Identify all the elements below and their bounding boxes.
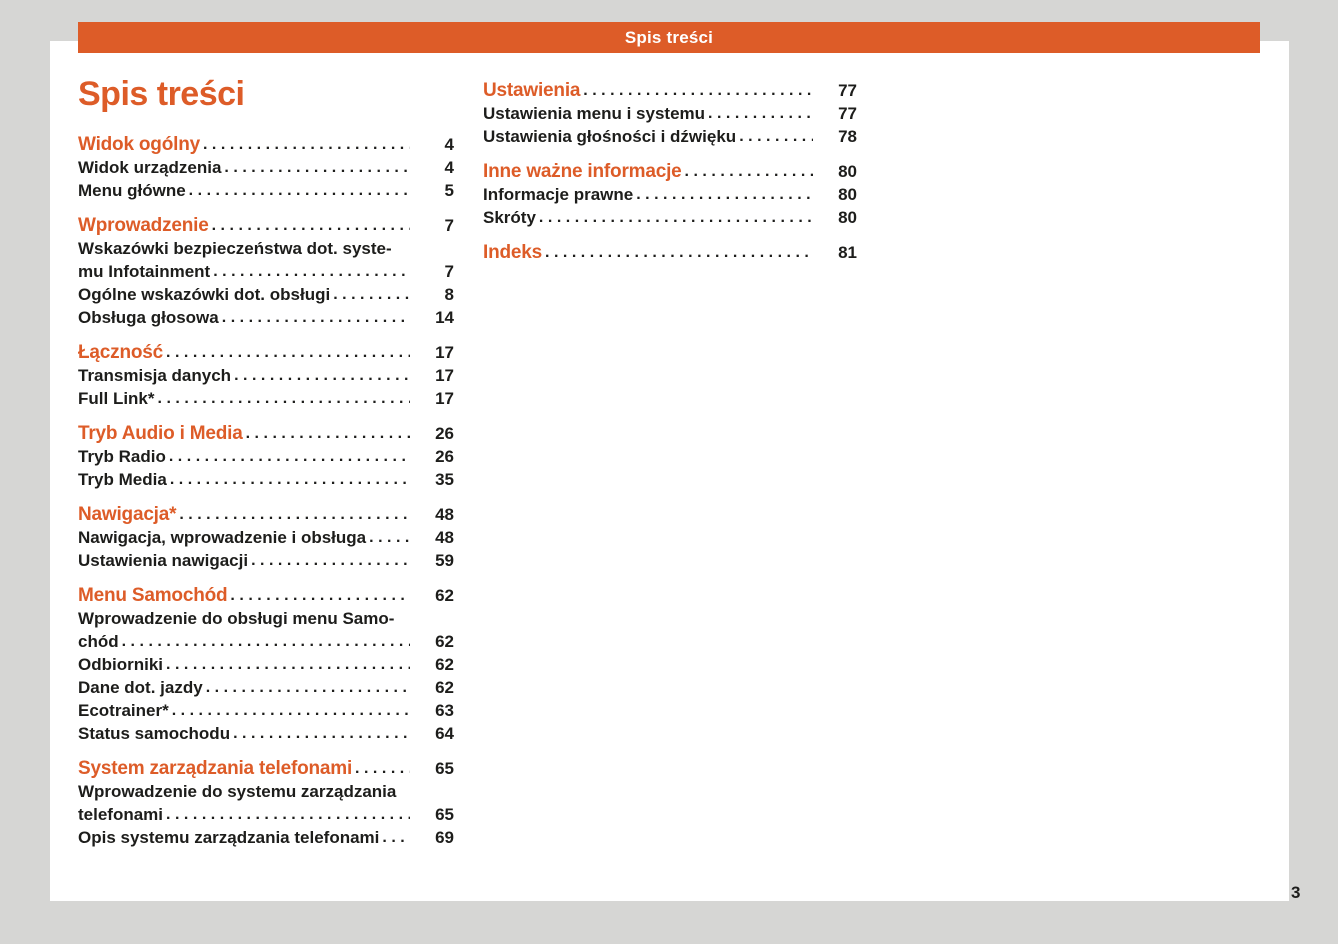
toc-entry-row [78, 387, 454, 410]
toc-entry-row [483, 125, 857, 148]
toc-entry-page: 77 [838, 81, 857, 100]
toc-entry-page: 80 [838, 185, 857, 204]
toc-entry-page: 4 [444, 158, 454, 177]
toc-dot-leader [158, 387, 411, 410]
toc-section-title-row [78, 757, 454, 780]
toc-entry-row [78, 526, 454, 549]
toc-entry-label: Nawigacja, wprowadzenie i obsługa [78, 528, 367, 547]
toc-entry-row [78, 676, 454, 699]
toc-section-title: System zarządzania telefonami [78, 758, 353, 779]
toc-section-title: Widok ogólny [78, 134, 200, 155]
toc-entry-page: 59 [435, 551, 454, 570]
toc-sections-right [483, 79, 857, 264]
toc-section-title: Indeks [483, 242, 542, 263]
toc-section [78, 503, 454, 572]
toc-entry-row [78, 156, 454, 179]
toc-section-title: Menu Samochód [78, 585, 228, 606]
toc-dot-leader [230, 584, 410, 607]
toc-dot-leader [224, 156, 410, 179]
toc-entry-page: 26 [435, 424, 454, 443]
toc-entry-page: 80 [838, 208, 857, 227]
toc-dot-leader [369, 526, 410, 549]
page-header-bar [78, 22, 1260, 53]
toc-column-left [78, 76, 454, 849]
toc-entry-row [78, 306, 454, 329]
toc-entry-page: 80 [838, 162, 857, 181]
toc-entry-row [78, 722, 454, 745]
toc-entry-label: Ogólne wskazówki dot. obsługi [78, 285, 331, 304]
toc-entry-page: 62 [435, 586, 454, 605]
toc-entry-label: Informacje prawne [483, 185, 634, 204]
toc-entry-page: 4 [444, 135, 454, 154]
toc-dot-leader [636, 183, 813, 206]
page-title: Spis treści [78, 75, 245, 113]
toc-section [78, 214, 454, 329]
toc-dot-leader [213, 260, 410, 283]
toc-entry-continuation-line: Wprowadzenie do obsługi menu Samo- [78, 609, 395, 628]
toc-entry-row [78, 445, 454, 468]
toc-dot-leader [708, 102, 813, 125]
toc-dot-leader [355, 757, 410, 780]
toc-entry-label: Opis systemu zarządzania telefonami [78, 828, 380, 847]
toc-dot-leader [203, 133, 410, 156]
toc-section-title: Nawigacja* [78, 504, 177, 525]
toc-entry-label: Ustawienia głośności i dźwięku [483, 127, 737, 146]
toc-section [483, 160, 857, 229]
toc-entry-page: 17 [435, 366, 454, 385]
toc-entry-label: Tryb Radio [78, 447, 166, 466]
toc-section [483, 79, 857, 148]
toc-dot-leader [382, 826, 410, 849]
toc-entry-page: 48 [435, 528, 454, 547]
toc-entry-label: Full Link* [78, 389, 155, 408]
toc-entry-label: Transmisja danych [78, 366, 232, 385]
toc-entry-page: 26 [435, 447, 454, 466]
toc-entry-label: Ustawienia menu i systemu [483, 104, 706, 123]
toc-dot-leader [233, 722, 410, 745]
toc-dot-leader [685, 160, 813, 183]
toc-section-title: Ustawienia [483, 80, 581, 101]
toc-dot-leader [189, 179, 410, 202]
toc-sections-left [78, 133, 454, 849]
toc-section-title: Inne ważne informacje [483, 161, 682, 182]
toc-dot-leader [166, 803, 410, 826]
toc-entry-row [78, 364, 454, 387]
toc-section [483, 241, 857, 264]
toc-dot-leader [122, 630, 410, 653]
toc-entry-row [78, 803, 454, 826]
toc-entry-row [78, 468, 454, 491]
page-number: 3 [1291, 883, 1301, 902]
toc-section-title-row [483, 241, 857, 264]
toc-entry-row [483, 102, 857, 125]
toc-entry-page: 7 [444, 216, 454, 235]
toc-entry-label: Ecotrainer* [78, 701, 169, 720]
toc-entry-page: 62 [435, 678, 454, 697]
toc-entry-label: Widok urządzenia [78, 158, 222, 177]
toc-section-title: Tryb Audio i Media [78, 423, 243, 444]
toc-dot-leader [222, 306, 410, 329]
toc-dot-leader [545, 241, 813, 264]
toc-entry-label: mu Infotainment [78, 262, 211, 281]
toc-dot-leader [539, 206, 813, 229]
toc-section [78, 341, 454, 410]
toc-entry-label: Dane dot. jazdy [78, 678, 203, 697]
toc-entry-page: 8 [444, 285, 454, 304]
toc-dot-leader [166, 653, 410, 676]
toc-entry-row [78, 699, 454, 722]
toc-entry-continuation-line: Wprowadzenie do systemu zarządzania [78, 782, 397, 801]
toc-dot-leader [166, 341, 410, 364]
toc-dot-leader [172, 699, 410, 722]
toc-entry-row [78, 826, 454, 849]
toc-section-title-row [78, 214, 454, 237]
toc-entry-page: 65 [435, 805, 454, 824]
toc-entry-page: 5 [444, 181, 454, 200]
toc-entry-label: chód [78, 632, 119, 651]
toc-entry-page: 78 [838, 127, 857, 146]
toc-entry-row [78, 630, 454, 653]
toc-entry-label: Skróty [483, 208, 536, 227]
toc-entry-page: 69 [435, 828, 454, 847]
toc-entry-continuation-line: Wskazówki bezpieczeństwa dot. syste- [78, 239, 392, 258]
toc-entry-label: telefonami [78, 805, 164, 824]
toc-section-title-row [483, 160, 857, 183]
toc-entry-page: 35 [435, 470, 454, 489]
toc-column-right [483, 79, 857, 264]
toc-section [78, 422, 454, 491]
toc-dot-leader [169, 445, 410, 468]
toc-section [78, 757, 454, 849]
toc-entry-row [78, 179, 454, 202]
toc-entry-page: 17 [435, 343, 454, 362]
toc-section-title-row [78, 341, 454, 364]
toc-entry-page: 62 [435, 632, 454, 651]
toc-dot-leader [234, 364, 410, 387]
toc-entry-row [78, 283, 454, 306]
toc-dot-leader [251, 549, 410, 572]
toc-entry-page: 17 [435, 389, 454, 408]
toc-dot-leader [739, 125, 813, 148]
toc-dot-leader [246, 422, 410, 445]
toc-dot-leader [333, 283, 410, 306]
toc-entry-label: Ustawienia nawigacji [78, 551, 249, 570]
toc-entry-row [483, 206, 857, 229]
toc-entry-page: 81 [838, 243, 857, 262]
toc-entry-page: 63 [435, 701, 454, 720]
toc-section-title-row [78, 422, 454, 445]
toc-dot-leader [212, 214, 410, 237]
toc-entry-page: 62 [435, 655, 454, 674]
toc-entry-page: 65 [435, 759, 454, 778]
toc-entry-row [483, 183, 857, 206]
toc-entry-label: Status samochodu [78, 724, 231, 743]
toc-section-title: Łączność [78, 342, 163, 363]
toc-entry-label: Odbiorniki [78, 655, 163, 674]
toc-dot-leader [583, 79, 813, 102]
toc-entry-row [78, 549, 454, 572]
toc-section [78, 584, 454, 745]
toc-section-title-row [483, 79, 857, 102]
toc-section-title: Wprowadzenie [78, 215, 209, 236]
toc-entry-label: Menu główne [78, 181, 186, 200]
toc-section-title-row [78, 133, 454, 156]
page-header-title: Spis treści [624, 28, 714, 47]
toc-entry-label: Obsługa głosowa [78, 308, 219, 327]
toc-entry-page: 48 [435, 505, 454, 524]
toc-entry-row [78, 653, 454, 676]
toc-dot-leader [206, 676, 410, 699]
toc-dot-leader [170, 468, 410, 491]
toc-entry-row [78, 260, 454, 283]
toc-entry-page: 64 [435, 724, 454, 743]
toc-section [78, 133, 454, 202]
toc-section-title-row [78, 584, 454, 607]
toc-entry-page: 77 [838, 104, 857, 123]
toc-section-title-row [78, 503, 454, 526]
toc-entry-page: 14 [435, 308, 454, 327]
toc-entry-label: Tryb Media [78, 470, 167, 489]
toc-dot-leader [179, 503, 410, 526]
toc-entry-page: 7 [444, 262, 454, 281]
